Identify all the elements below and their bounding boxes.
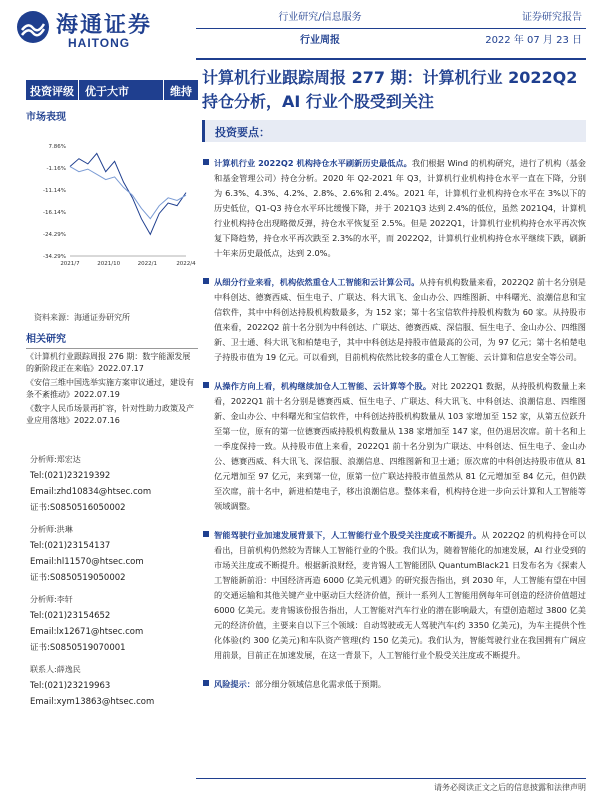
analyst-tel: Tel:(021)23154137 — [30, 541, 111, 551]
analyst-card — [30, 662, 198, 710]
analyst-name: 分析师:李轩 — [30, 595, 73, 604]
analyst-cert: 证书:S0850519050002 — [30, 573, 126, 583]
related-divider — [26, 348, 198, 349]
rating-label: 投资评级 — [26, 80, 78, 100]
logo-text-en: HAITONG — [68, 36, 131, 50]
key-points-header: 投资要点： — [202, 120, 586, 142]
key-point-text: 我们根据 Wind 的机构研究，进行了机构（基金和基金管理公司）持仓分析。2020 年 Q2-2021 年 Q3，计算机行业机构持仓水平一直在下降，分别为 6.3%、4.3%、4.2%、2.8%、2.6%和 2.4%。2021 年，计算机行业机构持仓水平在 3%以下的历史低位，Q1-Q3 持仓水平环比缓慢下降，并于 2021Q3 达到 2.4%的低位，虽然 2021Q4，计算机行业机构持仓出现略微反弹，持仓水平恢复至 2.5%。但是 2022Q1，计算机行业机构持仓水平再次恢复下降趋势，持仓水平再次跌至 2.3%的水平，而 2022Q2，计算机行业机构持仓水平继续下跌，刷新十年来历史最低点，达到 2.0%。 — [214, 158, 586, 258]
report-date: 2022 年 07 月 23 日 — [485, 35, 582, 46]
analyst-card — [30, 592, 198, 656]
analyst-list — [30, 452, 198, 716]
report-category: 行业研究/信息服务 — [278, 12, 362, 23]
chart-source: 资料来源：海通证券研究所 — [34, 313, 130, 322]
disclaimer-text: 请务必阅读正文之后的信息披露和法律声明 — [434, 783, 586, 792]
line-chart — [26, 126, 196, 296]
analyst-name: 联系人:薛逸民 — [30, 665, 81, 674]
square-bullet-icon — [203, 278, 209, 284]
rating-value: 优于大市 — [78, 80, 163, 100]
y-tick-label: -16.14% — [43, 210, 66, 216]
analyst-card — [30, 522, 198, 586]
key-point-paragraph — [202, 677, 586, 692]
square-bullet-icon — [203, 159, 209, 165]
related-research — [26, 330, 198, 427]
page-header — [0, 0, 600, 62]
logo-text-cn: 海通证券 — [56, 12, 153, 38]
x-tick-label: 2021/10 — [97, 261, 121, 267]
related-item[interactable]: 《计算机行业跟踪周报 276 期：数字能源发展的新阶段正在来临》2022.07.17 — [26, 352, 191, 373]
analyst-name: 分析师:洪琳 — [30, 525, 73, 534]
market-performance-chart — [26, 126, 196, 286]
key-point-lead: 计算机行业 2022Q2 机构持仓水平刷新历史最低点。 — [214, 158, 412, 168]
footer-divider — [196, 778, 586, 779]
related-item[interactable]: 《数字人民币场景再扩容，针对性助力政策及产业应用落地》2022.07.16 — [26, 404, 194, 425]
key-point-paragraph — [202, 528, 586, 663]
risk-warning-lead: 风险提示： — [214, 679, 255, 689]
page-title: 计算机行业跟踪周报 277 期：计算机行业 2022Q2 持仓分析，AI 行业个股受到关注 — [202, 68, 578, 111]
key-point-lead: 智能驾驶行业加速发展背景下，人工智能行业个股受关注度或不断提升。 — [214, 530, 482, 540]
main-content — [202, 66, 586, 692]
key-point-text: 对比 2022Q1 数据，从持股机构数量上来看，2022Q1 前十名分别是德赛西威、恒生电子、广联达、科大讯飞、中科创达、浪潮信息、四维图新、金山办公、中科曙光和宝信软件，中科创达持股机构数量从 103 家增加至 152 家，从第五位跃升至第一位，原有的第一位德赛西威持股机构数量从 138 家增加至 147 家，但仍退居次席。前十名和上一季度保持一致。从持股市值上来看，2022Q1 前十名分别为广联达、中科创达、恒生电子、金山办公、德赛西威、科大讯飞、深信服、浪潮信息、四维图新和卫士通；原次席的中科创达持股市值从 81 亿元增加至 97 亿元，来到第一位，原第一位广联达持股市值虽然从 81 亿元增加至 84 亿元，但仍跌至次席，前十名中，新进柏楚电子，移出浪潮信息。整体来看，机构持仓进一步向云计算和人工智能等领域调整。 — [214, 381, 586, 511]
analyst-email[interactable]: Email:lx12671@htsec.com — [30, 627, 144, 637]
x-tick-label: 2022/1 — [137, 261, 158, 267]
analyst-tel: Tel:(021)23219963 — [30, 681, 111, 691]
x-tick-label: 2022/4 — [176, 261, 196, 267]
key-point-lead: 从操作方向上看，机构继续加仓人工智能、云计算等个股。 — [214, 381, 432, 391]
related-item[interactable]: 《安信三维中国选举实施方案审议通过，建设有条不紊推动》2022.07.19 — [26, 378, 194, 399]
related-research-title: 相关研究 — [26, 334, 66, 345]
analyst-cert: 证书:S0850516050002 — [30, 503, 126, 513]
header-divider — [196, 28, 586, 29]
analyst-card — [30, 452, 198, 516]
page-footer — [0, 772, 600, 800]
analyst-tel: Tel:(021)23154652 — [30, 611, 111, 621]
logo — [16, 6, 171, 52]
market-performance-title: 市场表现 — [26, 112, 66, 123]
y-tick-label: -1.16% — [46, 166, 66, 172]
square-bullet-icon — [203, 680, 209, 686]
sidebar — [26, 72, 198, 800]
key-point-paragraph — [202, 379, 586, 514]
analyst-email[interactable]: Email:hl11570@htsec.com — [30, 557, 144, 567]
investment-rating — [26, 80, 198, 100]
report-type: 证券研究报告 — [522, 12, 582, 23]
key-point-text: 从持有机构数量来看，2022Q2 前十名分别是中科创达、德赛西威、恒生电子、广联达、科大讯飞、金山办公、四维图新、中科曙光、浪潮信息和宝信软件，其中中科创达持股机构数最多，为 152 家；第十名宝信软件持股机构数为 60 家。从持股市值来看，2022Q2 前十名分别为中科创达、广联达、德赛西威、深信服、恒生电子、金山办公、四维图新、卫士通、科大讯飞和柏楚电子，其中中科创达是持股市值最高的公司，为 97 亿元；第十名柏楚电子持股市值为 19 亿元。可以看到，目前机构依然比较多的重仓人工智能、云计算和信息安全等公司。 — [214, 277, 586, 362]
y-tick-label: -11.14% — [43, 188, 66, 194]
report-subcategory: 行业周报 — [300, 35, 340, 46]
x-tick-label: 2021/7 — [60, 261, 80, 267]
key-point-paragraph — [202, 275, 586, 365]
haitong-logo-icon — [16, 10, 50, 44]
header-divider-bottom — [196, 58, 586, 60]
y-tick-label: -24.29% — [43, 232, 66, 238]
analyst-email[interactable]: Email:zhd10834@htsec.com — [30, 487, 152, 497]
y-tick-label: 7.86% — [48, 144, 66, 150]
analyst-name: 分析师:郑宏达 — [30, 455, 81, 464]
risk-warning-text: 部分细分领域信息化需求低于预期。 — [254, 679, 386, 689]
series-line — [70, 167, 186, 219]
analyst-tel: Tel:(021)23219392 — [30, 471, 111, 481]
y-tick-label: -34.29% — [43, 254, 66, 260]
series-line — [70, 153, 186, 234]
analyst-email[interactable]: Email:xym13863@htsec.com — [30, 697, 155, 707]
square-bullet-icon — [203, 531, 209, 537]
rating-status: 维持 — [163, 80, 198, 100]
square-bullet-icon — [203, 382, 209, 388]
analyst-cert: 证书:S0850519070001 — [30, 643, 126, 653]
key-point-text: 从 2022Q2 的机构持仓可以看出，目前机构仍然较为青睐人工智能行业的个股。我们认为，随着智能化的加速发展，AI 行业受到的市场关注度或不断提升。根据新浪财经，麦肯锡人工智能团队 QuantumBlack21 日发布名为《探索人工智能新前沿：中国经济再造 6000 亿美元机遇》的研究报告指出，到 2030 年，人工智能有望在中国的交通运输和其他关键产业中驱动巨大经济价值，预计一系列人工智能用例每年可创造的经济价值超过 6000 亿美元。麦肯锡该份报告指出，人工智能对汽车行业的潜在影响最大，有望创造超过 3800 亿美元的经济价值，主要来自以下三个领域：自动驾驶或无人驾驶汽车(约 3350 亿美元)，为车主提供个性化体验(约 300 亿美元)和车队资产管理(约 150 亿美元)。我们认为，智能驾驶行业在我国拥有广阔应用前景，目前正在加速发展，在这一背景下，人工智能行业个股受关注度或不断提升。 — [214, 530, 586, 660]
key-point-paragraph — [202, 156, 586, 261]
key-point-lead: 从细分行业来看，机构依然重仓人工智能和云计算公司。 — [214, 277, 420, 287]
